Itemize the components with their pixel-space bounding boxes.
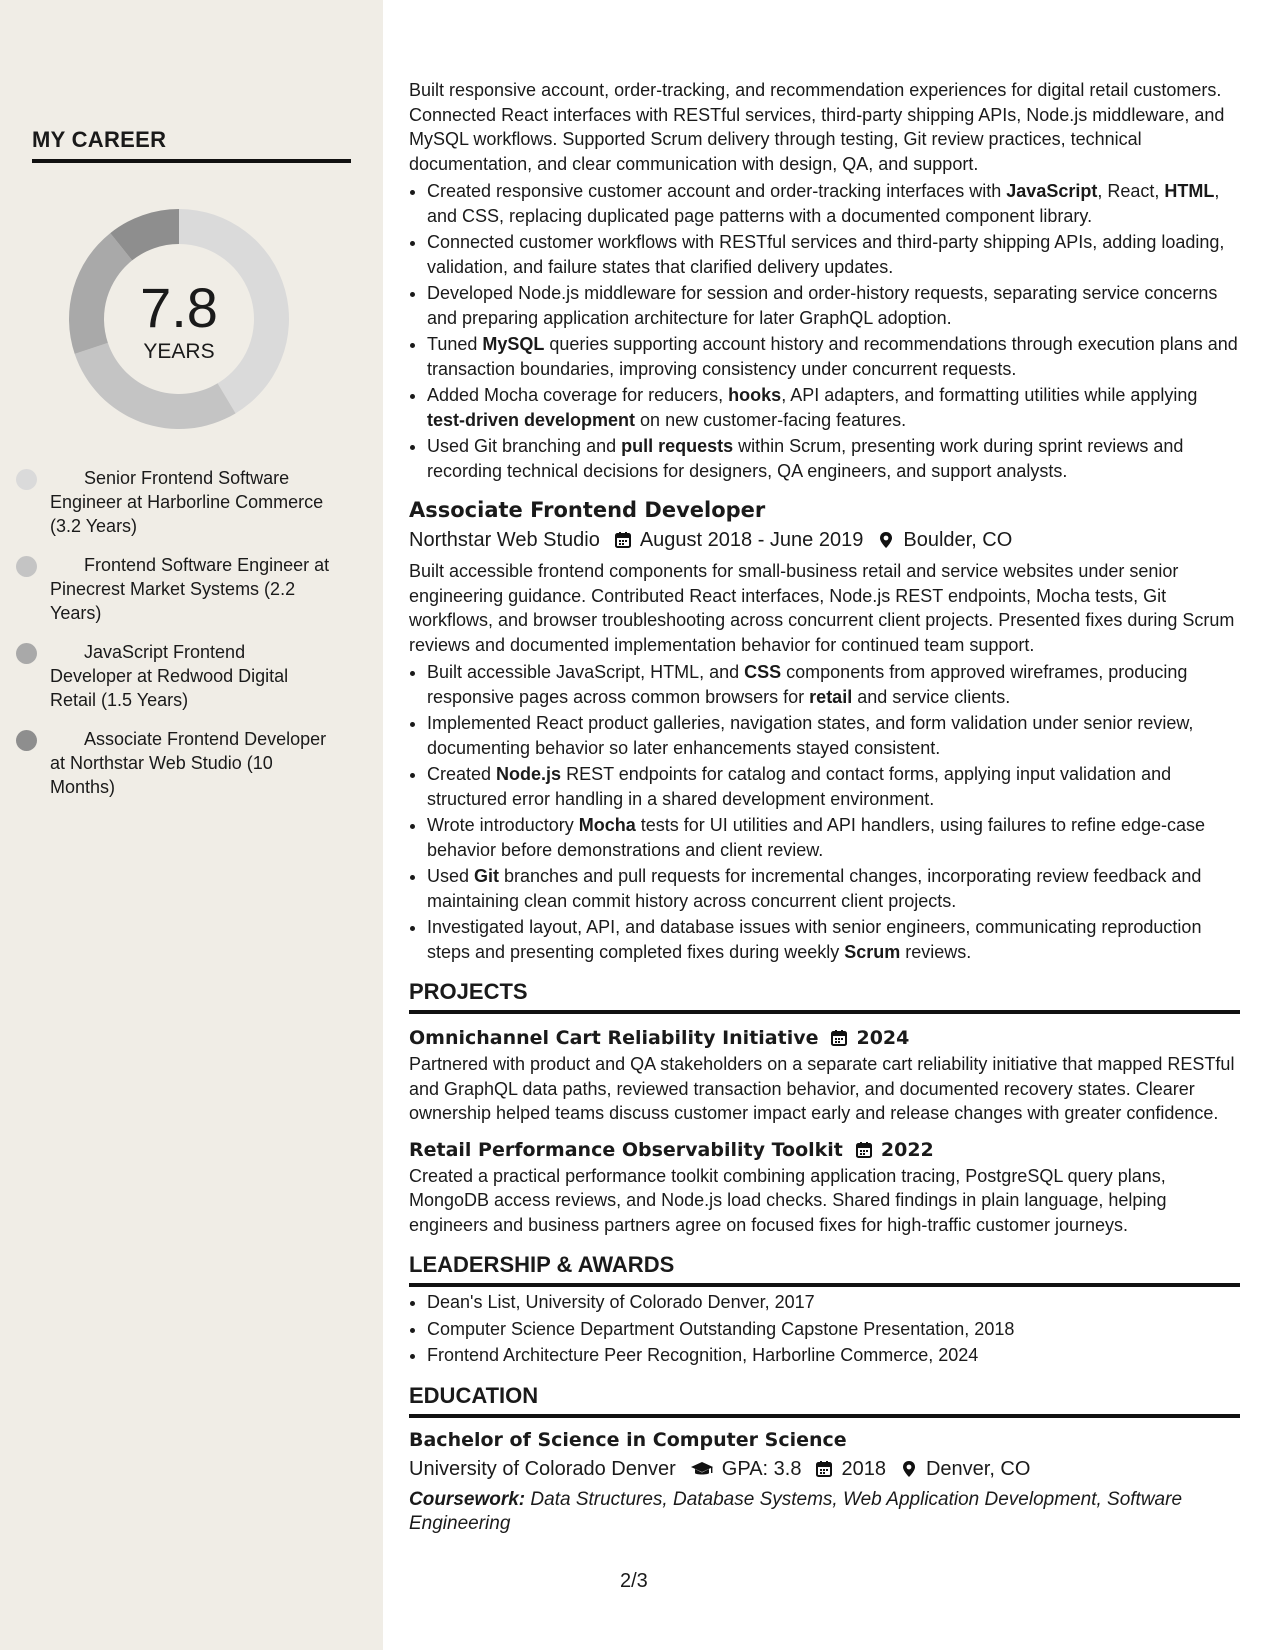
bullet-item: • Developed Node.js middleware for session and order-history requests, separating service concerns and preparing application architecture for later GraphQL adoption. bbox=[427, 281, 1240, 330]
project-description: Created a practical performance toolkit combining application tracing, PostgreSQL query plans, MongoDB access reviews, and Node.js load checks. Shared findings in plain language, helping engineers and business partners agree on focused fixes for high-traffic customer journeys. bbox=[409, 1165, 1167, 1235]
education-meta bbox=[409, 1454, 1240, 1484]
legend-dot bbox=[16, 469, 37, 490]
job-bullets bbox=[409, 179, 1240, 483]
calendar-icon bbox=[815, 1460, 833, 1478]
total-years-value: 7.8 bbox=[140, 276, 218, 339]
project-year: 2022 bbox=[880, 1138, 934, 1161]
award-item: • Dean's List, University of Colorado Denver, 2017 bbox=[427, 1290, 1240, 1315]
project-name: Omnichannel Cart Reliability Initiative bbox=[409, 1027, 819, 1049]
job-dates: August 2018 - June 2019 bbox=[639, 529, 864, 551]
projects-heading: PROJECTS bbox=[409, 978, 1240, 1014]
project-title bbox=[409, 1136, 1240, 1164]
map-pin-icon bbox=[900, 1460, 918, 1478]
project-name: Retail Performance Observability Toolkit bbox=[409, 1138, 843, 1161]
coursework bbox=[409, 1488, 1240, 1536]
project-year: 2024 bbox=[856, 1027, 910, 1049]
calendar-icon bbox=[855, 1141, 873, 1159]
coursework-list: Data Structures, Database Systems, Web Application Development, Software Engineering bbox=[409, 1488, 1183, 1534]
project-title bbox=[409, 1024, 1240, 1052]
career-legend-item bbox=[50, 640, 330, 712]
legend-label: Senior Frontend Software Engineer at Harborline Commerce (3.2 Years) bbox=[50, 468, 324, 536]
awards-heading: LEADERSHIP & AWARDS bbox=[409, 1251, 1240, 1287]
bullet-item: • Implemented React product galleries, navigation states, and form validation under senior review, documenting behavior so later enhancements stayed consistent. bbox=[427, 711, 1240, 760]
career-legend bbox=[50, 466, 330, 814]
career-legend-item bbox=[50, 553, 330, 625]
school-name: University of Colorado Denver bbox=[409, 1457, 676, 1480]
career-legend-item bbox=[50, 466, 330, 538]
job-meta bbox=[409, 525, 1240, 555]
total-years-unit: YEARS bbox=[143, 340, 215, 363]
legend-dot bbox=[16, 556, 37, 577]
project-description: Partnered with product and QA stakeholders on a separate cart reliability initiative that mapped RESTful and GraphQL data paths, reviewed transaction behavior, and documented recovery states. Clearer ownership helped teams discuss customer impact early and release changes with greater confidence. bbox=[409, 1054, 1235, 1123]
job-summary: Built responsive account, order-tracking, and recommendation experiences for digital retail customers. Connected React interfaces with RESTful services, third-party shipping APIs, Node.js middleware, and MySQL workflows. Supported Scrum delivery through testing, Git review practices, technical documentation, and clear communication with design, QA, and support. bbox=[409, 80, 1225, 174]
award-item: • Computer Science Department Outstanding Capstone Presentation, 2018 bbox=[427, 1317, 1240, 1342]
bullet-item: • Connected customer workflows with RESTful services and third-party shipping APIs, adding loading, validation, and failure states that clarified delivery updates. bbox=[427, 230, 1240, 279]
company-name: Northstar Web Studio bbox=[409, 529, 600, 551]
donut-center bbox=[66, 206, 292, 432]
bullet-item: • Created Node.js REST endpoints for catalog and contact forms, applying input validation and structured error handling in a shared development environment. bbox=[427, 762, 1240, 811]
legend-dot bbox=[16, 730, 37, 751]
job-location: Boulder, CO bbox=[903, 529, 1013, 551]
legend-label: JavaScript Frontend Developer at Redwood Digital Retail (1.5 Years) bbox=[50, 642, 289, 710]
bullet-item: • Created responsive customer account and order-tracking interfaces with JavaScript, React, HTML, and CSS, replacing duplicated page patterns with a documented component library. bbox=[427, 179, 1240, 228]
job-summary: Built accessible frontend components for small-business retail and service websites under senior engineering guidance. Contributed React interfaces, Node.js REST endpoints, Mocha tests, Git workflows, and browser troubleshooting across concurrent client projects. Presented fixes during Scrum reviews and documented implementation behavior for continued team support. bbox=[409, 561, 1235, 655]
degree-title: Bachelor of Science in Computer Science bbox=[409, 1428, 847, 1451]
legend-dot bbox=[16, 643, 37, 664]
legend-label: Frontend Software Engineer at Pinecrest Market Systems (2.2 Years) bbox=[50, 555, 330, 623]
bullet-item: • Used Git branches and pull requests for incremental changes, incorporating review feedback and maintaining clean commit history across concurrent client projects. bbox=[427, 864, 1240, 913]
bullet-item: • Tuned MySQL queries supporting account history and recommendations through execution plans and transaction boundaries, improving consistency under concurrent requests. bbox=[427, 332, 1240, 381]
career-legend-item bbox=[50, 727, 330, 799]
career-heading: MY CAREER bbox=[32, 127, 351, 163]
bullet-item: • Added Mocha coverage for reducers, hooks, API adapters, and formatting utilities while applying test-driven development on new customer-facing features. bbox=[427, 383, 1240, 432]
award-item: • Frontend Architecture Peer Recognition, Harborline Commerce, 2024 bbox=[427, 1343, 1240, 1368]
coursework-label: Coursework: bbox=[409, 1488, 526, 1510]
projects-list bbox=[409, 1024, 1240, 1237]
calendar-icon bbox=[614, 531, 632, 549]
bullet-item: • Investigated layout, API, and database issues with senior engineers, communicating reproduction steps and presenting completed fixes during weekly Scrum reviews. bbox=[427, 915, 1240, 964]
calendar-icon bbox=[830, 1029, 848, 1047]
main-content bbox=[409, 78, 1240, 1536]
bullet-item: • Used Git branching and pull requests within Scrum, presenting work during sprint reviews and recording technical decisions for designers, QA engineers, and support analysts. bbox=[427, 434, 1240, 483]
sidebar bbox=[0, 0, 383, 1650]
education-location: Denver, CO bbox=[925, 1457, 1031, 1480]
graduation-cap-icon bbox=[690, 1460, 714, 1478]
education-heading: EDUCATION bbox=[409, 1382, 1240, 1418]
graduation-year: 2018 bbox=[841, 1457, 886, 1480]
job-title: Associate Frontend Developer bbox=[409, 498, 766, 522]
bullet-item: • Wrote introductory Mocha tests for UI utilities and API handlers, using failures to refine edge-case behavior before demonstrations and client review. bbox=[427, 813, 1240, 862]
legend-label: Associate Frontend Developer at Northstar Web Studio (10 Months) bbox=[50, 729, 327, 797]
awards-list bbox=[409, 1290, 1240, 1368]
page-number: 2/3 bbox=[620, 1570, 648, 1592]
gpa: GPA: 3.8 bbox=[721, 1457, 802, 1480]
job-bullets bbox=[409, 660, 1240, 964]
bullet-item: • Built accessible JavaScript, HTML, and CSS components from approved wireframes, producing responsive pages across common browsers for retail and service clients. bbox=[427, 660, 1240, 709]
map-pin-icon bbox=[877, 531, 895, 549]
